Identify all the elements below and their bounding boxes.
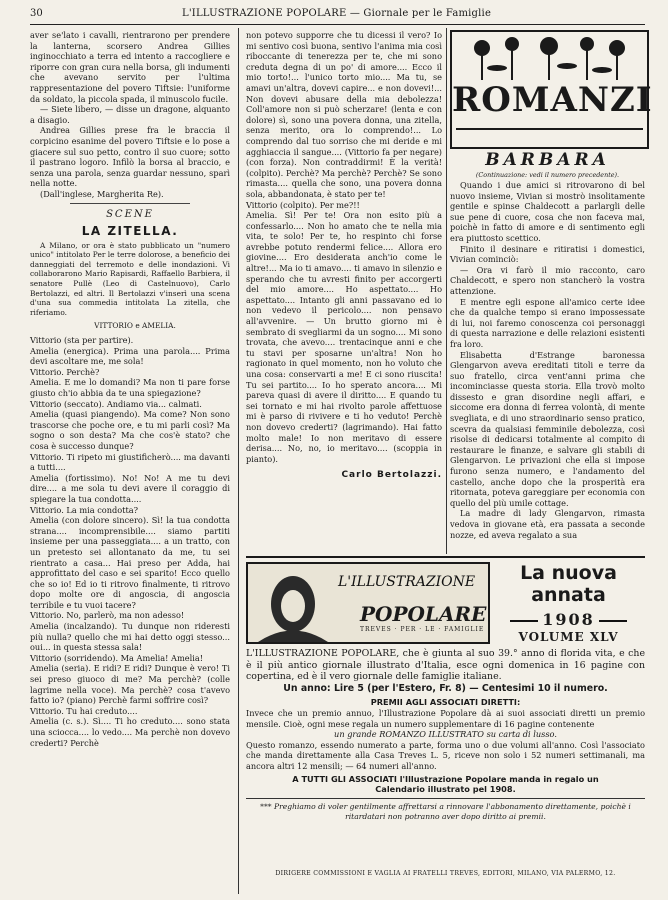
script-line: Vittorio. Tu hai creduto.... [30, 705, 138, 716]
romanzi-logo [450, 30, 653, 149]
ad-text [246, 648, 645, 823]
new-year-box [492, 562, 645, 644]
story-end: aver se'lato i cavalli, rientrarono per prendere la lanterna, scorsero Andrea Gillies inginocchiato a terra ed intento a raccogliere e riporre con gran cura nella borsa, gli indumenti che avevano servito per l'ultima rappresentazione del povero Tiftsie: l'uniforme da soldato, la piccola spada, il minuscolo fucile. [30, 30, 230, 104]
column-left [30, 30, 230, 895]
banner-line: L'ILLUSTRAZIONE [338, 574, 476, 590]
script-line: Vittorio. Ti ripeto mi giustificherò.... ma davanti a tutti.... [30, 451, 230, 473]
script-line: Amelia (fortissimo). No! No! A me tu devi dire.... a me sola tu devi avere il coraggio di spiegare la tua condotta.... [30, 472, 230, 504]
column-right [450, 180, 645, 552]
script-line: Vittorio (colpito). Per me?!! [246, 199, 360, 210]
ad-paragraph: Invece che un premio annuo, l'Illustrazione Popolare dà ai suoi associati diretti un premio mensile. Cioè, ogni mese regala un numero supplementare di 16 pagine contenente [246, 707, 645, 729]
continuation-note: (Continuazione: vedi il numero precedente). [475, 171, 620, 179]
section-rule [246, 556, 645, 558]
novel-paragraph: E mentre egli espone all'amico certe idee che da qualche tempo si erano impossessate di lui, noi faremo conoscenza coi personaggi di questa narrazione e delle relazioni esistenti fra loro. [450, 296, 645, 349]
editor-footer: DIRIGERE COMMISSIONI E VAGLIA AI FRATELLI TREVES, EDITORI, MILANO, VIA PALERMO, 12. [275, 870, 616, 877]
annata-title: La nuova annata [520, 562, 617, 606]
script-line: Vittorio. Perchè? [30, 366, 100, 377]
scene-persons: VITTORIO e AMELIA. [94, 321, 176, 331]
script-line: Amelia (incalzando). Tu dunque non rideresti più nulla? quello che mi hai detto oggi stesso... oui... in questa stessa sala! [30, 621, 230, 653]
ad-paragraph: Questo romanzo, essendo numerato a parte, forma uno o due volumi all'anno. Così l'associato che manda direttamente alla Casa Treves L. 5, riceve non solo i 52 numeri settimanali, ma ancora altri 12 mensili; — 64 numeri all'anno. [246, 739, 645, 771]
story-paragraph: Andrea Gillies prese fra le braccia il corpicino esanime del povero Tiftsie e lo pose a giacere sul suo petto, contro il suo cuore; sotto il pastrano logoro. Infilò la borsa al braccio, e senza una parola, senza guardar nessuno, sparì nella notte. [30, 125, 230, 189]
script-line: Amelia (seria). E ridi? E ridi? Dunque è vero! Ti sei preso giuoco di me? Ma perchè? (colle lagrime nella voce). Ma perchè? cosa t'avevo fatto io? (piano) Perchè farmi soffrire così? [30, 663, 230, 706]
script-line: Vittorio (seccato). Andiamo via... calmati. [30, 398, 202, 409]
novel-paragraph: — Ora vi farò il mio racconto, caro Chaldecott, e spero non stancherò la vostra attenzione. [450, 264, 645, 296]
romanzi-word: ROMANZI [452, 80, 653, 120]
script-line: Amelia (con dolore sincero). Sì! la tua condotta strana.... incomprensibile.... siamo partiti insieme per una passeggiata.... a un tratto, con un pretesto sei allontanato da me, tu sei rientrato a casa... Hai preso per Adda, hai approfittato del caso e sei sparito! Ecco quello che so io! Ed io ti ritrovo finalmente, ti ritrovo dopo molte ore di angoscia, di angoscia terribile e tu vuoi tacere? [30, 515, 230, 610]
header-rule [30, 24, 645, 25]
script-line: Amelia (quasi piangendo). Ma come? Non sono trascorse che poche ore, e tu mi parli così? Ma sogno o son desta? Ma che cos'è stato? che cosa è successo dunque? [30, 409, 230, 451]
ad-paragraph: L'ILLUSTRAZIONE POPOLARE, che è giunta al suo 39.° anno di florida vita, e che è il più antico giornale illustrato d'Italia, esce ogni domenica in 16 pagine con copertina, ed è il vero giornale delle famiglie italiane. [246, 648, 645, 683]
column-middle [246, 30, 442, 552]
ad-tutti: A TUTTI GLI ASSOCIATI l'Illustrazione Popolare manda in regalo un [292, 773, 599, 784]
divider [246, 798, 645, 799]
journal-title: L'ILLUSTRAZIONE POPOLARE — Giornale per le Famiglie [182, 8, 492, 19]
script-line: Vittorio. No, parlerò, ma non adesso! [30, 610, 185, 621]
banner-line: POPOLARE [360, 602, 487, 626]
script-line: Amelia. E me lo domandi? Ma non ti pare forse giusto ch'io abbia da te una spiegazione? [30, 377, 230, 398]
scene-intro: A Milano, or ora è stato pubblicato un "numero unico" intitolato Per le terre dolorose, a beneficio dei danneggiati del terremoto e delle inondazioni. Vi collaborarono Mario Rapisardi, Raffaello Barbiera, il senatore Pullè (Leo di Castelnuovo), Carlo Bertolazzi, ed altri. Il Bertolazzi v'inserì una scena d'una sua commedia intitolata La zitella, che riferiamo. [30, 240, 230, 317]
author-signature: Carlo Bertolazzi. [341, 470, 442, 481]
ad-prices: Un anno: Lire 5 (per l'Estero, Fr. 8) — Centesimi 10 il numero. [283, 682, 608, 694]
dialog-line: — Siete libero, — disse un dragone, alquanto a disagio. [30, 104, 230, 125]
script-line: Vittorio (sta per partire). [30, 335, 134, 346]
script-line: Amelia (energica). Prima una parola.... Prima devi ascoltare me, me sola! [30, 345, 230, 367]
script-continuation: non potevo supporre che tu dicessi il vero? Io mi sentivo così buona, sentivo l'anima mia così riboccante di tenerezza per te, che mi sono creduta degna di un po' di amore.... Ecco il mio torto!... l'unico torto mio.... Ma tu, se amavi un'altra, dovevi capire... e non dovevi!... Non dovevi abusare della mia debolezza! Coll'amore non si può scherzare! (lenta e con dolore) sì, sono una povera donna, una zitella, senza merito, ora lo comprendo!... Lo comprendo dal tuo sorriso che mi deride e mi agghiaccia il sangue.... (Vittorio fa per negare) (con forza). Non contraddirmi! È la verità! (colpito). Perchè? Ma perchè? Perchè? Se sono rimasta.... quella che sono, una povera donna sola, abbandonata, è stato per te! [246, 30, 442, 199]
scene-title: LA ZITELLA. [81, 224, 179, 239]
novel-paragraph: Elisabetta d'Estrange baronessa Glengarvon aveva ereditati titoli e terre da suo fratello, circa vent'anni prima che incominciasse questa storia. Ella trovò molto dissesto e gran disordine negli affari, e siccome era donna di ferrea volontà, di mente svegliata, e di uno straordinario senso pratico, scevra da qualsiasi femminile debolezza, così risolse di dedicarsi totalmente al compito di restaurare le finanze, e salvare gli stabili di Glengarvon. Le privazioni che ella si impose furono senza numero, e l'andamento del castello, anche dopo che la prosperità era ritornata, poteva gareggiare per economia con quello del più umile cottage. [450, 349, 645, 508]
script-line: Amelia (c. s.). Sì.... Ti ho creduto.... sono stata una sciocca.... lo vedo.... Ma perchè non dovevo crederti? Perchè [30, 716, 230, 748]
illustrazione-banner [246, 562, 490, 644]
page-header [30, 8, 645, 22]
column-separator [238, 28, 239, 894]
banner-line: TREVES · PER · LE · FAMIGLIE [360, 626, 485, 633]
ad-calendario: Calendario illustrato pel 1908. [375, 784, 516, 795]
story-credit: (Dall'inglese, Margherita Re). [40, 188, 164, 199]
subscription-ad [246, 562, 645, 882]
annata-year [492, 610, 645, 629]
page-number: 30 [30, 8, 43, 19]
woman-portrait-icon [248, 564, 338, 642]
renewal-note: *** Preghiamo di voler gentilmente affrettarsi a rinnovare l'abbonamento direttamente, poichè i ritardatari non potranno aver dopo diritto ai premii. [260, 801, 631, 822]
year-text: 1908 [542, 610, 595, 629]
novel-title: BARBARA [485, 150, 610, 170]
novel-paragraph: Finito il desinare e ritiratisi i domestici, Vivian cominciò: [450, 243, 645, 265]
script-line: Vittorio. La mia condotta? [30, 504, 139, 515]
script-line: Vittorio (sorridendo). Ma Amelia! Amelia! [30, 652, 203, 663]
divider [70, 203, 190, 204]
column-separator [446, 28, 447, 554]
script-line: Amelia. Sì! Per te! Ora non esito più a confessarlo.... Non ho amato che te nella mia vita, te solo! Per te, ho respinto chi forse avrebbe potuto rendermi felice.... Allora ero giovine.... Ero desiderata anch'io come le altre!... Ma io ti amavo.... ti amavo in silenzio e sperando che tu avresti finito per accorgerti del mio amore.... Ho aspettato.... Ho aspettato.... Intanto gli anni passavano ed io non vedevo il pericolo.... non pensavo all'avvenire. — Un brutto giorno mi è sembrato di svegliarmi da un sogno.... Mi sono trovata, che avevo.... trentacinque anni e che tu stavi per sposarne un'altra! Non ho ragionato in quel momento, non ho voluto che una cosa: conservarti a me! E ci sono riuscita! Tu sei partito.... Io ho sperato ancora.... Mi pareva quasi di avere il diritto.... E quando tu sei tornato e mi hai rivolto parole affettuose mi è parso di rivivere e ti ho veduto! Perchè non dovevo crederti? (lagrimando). Hai fatto molto male! Io non meritavo di essere derisa.... No, no, io meritavo.... (scoppia in pianto). [246, 210, 442, 464]
premi-title: PREMII AGLI ASSOCIATI DIRETTI: [370, 697, 521, 708]
novel-paragraph: Quando i due amici si ritrovarono di bel nuovo insieme, Vivian si mostrò insolitamente gentile e spinse Chaldecott a parlargli delle sue pene di cuore, cosa che non faceva mai, poichè in fatto di amore e di sentimento egli era piuttosto scettico. [450, 180, 645, 243]
annata-volume: VOLUME XLV [518, 630, 619, 644]
section-head: SCENE [106, 208, 154, 220]
novel-paragraph: La madre di lady Glengarvon, rimasta vedova in giovane età, era passata a seconde nozze, ed aveva regalato a sua [450, 508, 645, 540]
ad-center: un grande ROMANZO ILLUSTRATO su carta di lusso. [334, 729, 557, 740]
